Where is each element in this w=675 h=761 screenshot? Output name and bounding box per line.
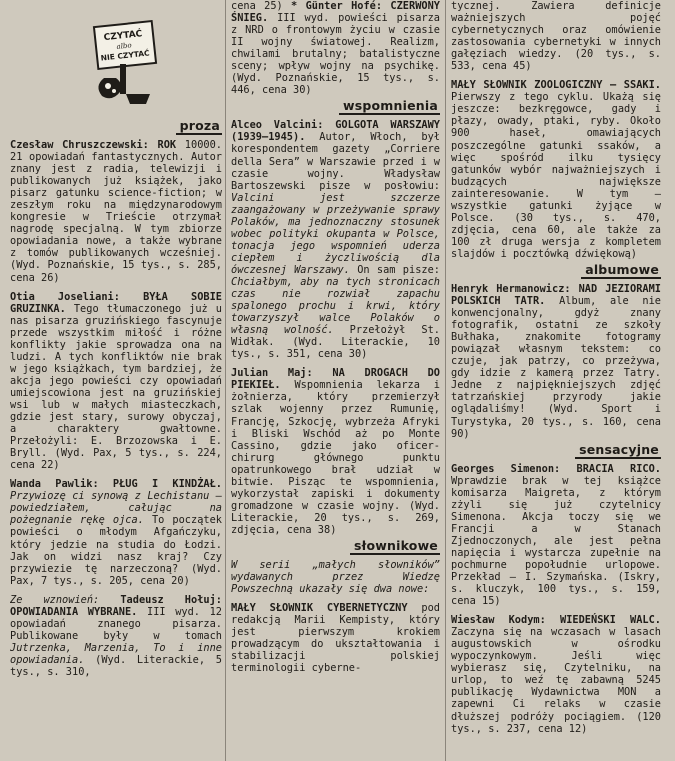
entry-heading: Otia Joseliani: BYŁA SOBIE GRUZINKA. [10,290,222,315]
entry-intro: W serii „małych słowników” wydawanych przez Wiedzę Powszechną ukazały się dwa nowe: [231,558,440,596]
entry-tail: (Wyd. Literackie, 5 tys., s. 310, [10,653,222,678]
category-slownikowe: słownikowe [350,538,440,555]
logo-line-1: CZYTAĆ [103,29,143,44]
entry-seria-malych-slownikow [231,559,440,595]
category-proza: proza [176,118,222,135]
entry-body: Wspomnienia lekarza i żołnierza, który przemierzył szlak wojenny przez Rumunię, Francję, Szkocję, wybrzeża Afryki i Bliski Wschód aż po Monte Cassino, gdzie jako oficer-chirurg głównego punktu opatrunkowego brał udział w bitwie. Pisząc te wspomnienia, wykorzystał zapiski i dokumenty gromadzone w czasie wojny. (Wyd. Literackie, 20 tys., s. 269, zdjęcia, cena 38) [231,379,440,536]
entry-body: III wyd. powieści pisarza z NRD o frontowym życiu w czasie II wojny światowej. Realizm, chwilami brutalny; batalistyczne sceny; wpływ wojny na psychikę. (Wyd. Poznańskie, 15 tys., s. 446, cena 30) [231,12,440,97]
entry-nad-jeziorami [451,283,661,440]
entry-body: To początek powieści o młodym Afgańczyku, który jedzie na studia do Łodzi. Jak on widzi nasz kraj? Czy przywiezie tę narzeczoną? (Wyd. Pax, 7 tys., s. 205, cena 20) [10,514,222,587]
entry-heading: Alceo Valcini: GOLGOTA WARSZAWY (1939—1945). [231,119,440,144]
column-3 [451,0,661,761]
entry-heading: MAŁY SŁOWNIK ZOOLOGICZNY — SSAKI. [451,79,661,92]
entry-label: Ze wznowień: [10,593,100,606]
entry-quote: Valcini jest szczerze zaangażowany w przeżywanie sprawy Polaków, ma jednoznaczny stosunek wobec polityki okupanta w Polsce, tonacja jego wspomnień uderza ciepłem i życzliwością dla ówczesnej Warszawy. [231,191,440,276]
entry-body: Autor, Włoch, był korespondentem gazety „Corriere della Sera” w Warszawie przed i w czasie wojny. Władysław Bartoszewski pisze w posłowiu: [231,131,440,192]
entry-maly-slownik-cybernetyczny [231,602,440,674]
entry-heading: Julian Maj: NA DROGACH DO PIEKIEŁ. [231,367,440,392]
column-rule [445,0,446,761]
entry-continued: tycznej. Zawiera definicje ważniejszych pojęć cybernetycznych oraz omówienie zastosowania cybernetyki w innych gałęziach wiedzy. (20 tys., s. 533, cena 45) [451,0,661,73]
entry-wiedenski-walc [451,614,661,734]
entry-bracia-rico [451,463,661,608]
category-albumowe: albumowe [581,262,661,279]
column-1 [10,0,222,761]
entry-heading: Wiesław Kodym: WIEDEŃSKI WALC. [451,614,661,627]
entry-cybernetyczny-continued [451,0,661,72]
entry-body: Tego tłumaczonego już u nas pisarza gruzińskiego fascynuje przede wszystkim miłość i różne konflikty jakie sprowadza ona na ludzi. A tych konfliktów nie brak w jego książkach, tym bardziej, że akcja jego powieści czy opowiadań umiejscowiona jest na gruzińskiej wsi lub w małych miasteczkach, gdzie jest stary, surowy obyczaj, a charaktery gwałtowne. Przełożyli: E. Brzozowska i E. Bryll. (Wyd. Pax, 5 tys., s. 224, cena 22) [10,302,222,472]
entry-body: pod redakcją Marii Kempisty, który jest pierwszym krokiem prowadzącym do ukształtowania i stabilizacji polskiej terminologii cyberne- [231,602,440,675]
entry-quote-2: Chciałbym, aby na tych stronicach czas nie rozwiał zapachu spalonego prochu i krwi, który towarzyszył walce Polaków o własną wolność. [231,275,440,337]
entry-body: Album, ale nie konwencjonalny, gdyż znany fotografik, ostatni ze szkoły Bułhaka, znakomite fotogramy powiązał własnym tekstem: co czuje, jak patrzy, co przeżywa, gdy idzie z kamerą przez Tatry. Jedne z najpiękniejszych zdjęć tatrzańskiej przyrody jakie oglądaliśmy! (Wyd. Sport i Turystyka, 20 tys., s. 160, cena 90) [451,295,661,440]
entry-czerwony-snieg [231,0,440,96]
column-2 [231,0,440,761]
logo-line-2: albo [116,41,133,51]
entry-body: 10000. 21 opowiadań fantastycznych. Autor znany jest z radia, telewizji i publikowanych już książek, jako pisarz gatunku science-fiction; w zeszłym roku na międzynarodowym kongresie w Trieście otrzymał nagrodę specjalną. W tym zbiorze opowiadania nowe, a także wybrane z tomów publikowanych wcześniej. (Wyd. Poznańskie, 15 tys., s. 285, cena 26) [10,139,222,284]
entry-heading: Georges Simenon: BRACIA RICO. [451,462,661,475]
entry-body-mid: On sam pisze: [357,263,440,276]
entry-quote: Przywiozę ci synową z Lechistanu — powiedziałem, całując na pożegnanie rękę ojca. [10,490,222,527]
category-sensacyjne: sensacyjne [575,442,661,459]
entry-heading: * Günter Hofé: CZERWONY ŚNIEG. [231,0,440,25]
entry-continued: cena 25) [231,0,283,12]
entry-heading: Wanda Pawlik: PŁUG I KINDŻAŁ. [10,478,222,491]
entry-body: Wprawdzie brak w tej książce komisarza Maigreta, z którym zżyli się już czytelnicy Simenona. Akcja toczy się we Francji a w Stanach Zjednoczonych, ale jest pełna napięcia i wystarcza zupełnie na pochmurne popołudnie urlopowe. Przekład — I. Szymańska. (Iskry, s. kluczyk, 100 tys., s. 159, cena 15) [451,474,661,608]
entry-rok-10000 [10,139,222,284]
entry-na-drogach-do-piekiel [231,367,440,536]
entry-heading: Tadeusz Hołuj: OPOWIADANIA WYBRANE. [10,593,222,618]
entry-golgota-warszawy [231,119,440,360]
entry-byla-sobie-gruzinka [10,291,222,472]
entry-heading: Henryk Hermanowicz: NAD JEZIORAMI POLSKICH TATR. [451,282,661,308]
entry-opowiadania-wybrane [10,594,222,678]
entry-body: Zaczyna się na wczasach w lasach augustowskich w ośrodku wypoczynkowym. Jeśli więc wybierasz się, Czytelniku, na urlop, to weź tę zabawną 5245 publikację Wydawnictwa MON a zapewni Ci relaks w czasie dłuższej podróży pociągiem. (120 tys., s. 237, cena 12) [451,626,661,735]
column-rule [225,0,226,761]
entry-plug-i-kindzal [10,478,222,586]
logo-line-3: NIE CZYTAĆ [100,48,150,63]
entry-maly-slownik-zoologiczny [451,79,661,260]
entry-body: III wyd. 12 opowiadań znanego pisarza. Publikowane były w tomach [10,605,222,642]
entry-heading: MAŁY SŁOWNIK CYBERNETYCZNY [231,602,408,615]
entry-titles: Jutrzenka, Marzenia, To i inne opowiadania. [10,641,222,666]
entry-tail: Przełożył St. Widłak. (Wyd. Literackie, 10 tys., s. 351, cena 30) [231,324,440,361]
entry-body: Pierwszy z tego cyklu. Ukażą się jeszcze: bezkręgowce, gady i płazy, owady, ptaki, ryby. Około 900 haseł, omawiających poszczególne gatunki ssaków, a więc spośród ilku tysięcy gatunków wybór najważniejszych i budzących największe zainteresowanie. W tym — wszystkie gatunki żyjące w Polsce. (30 tys., s. 470, zdjęcia, cena 60, ale także za 100 zł druga wersja z kompletem slajdów i pocztówką dźwiękową) [451,91,661,260]
czytac-albo-nie-czytac-logo [90,20,160,106]
entry-heading: Czesław Chruszczewski: ROK [10,139,177,151]
category-wspomnienia: wspomnienia [339,98,440,115]
